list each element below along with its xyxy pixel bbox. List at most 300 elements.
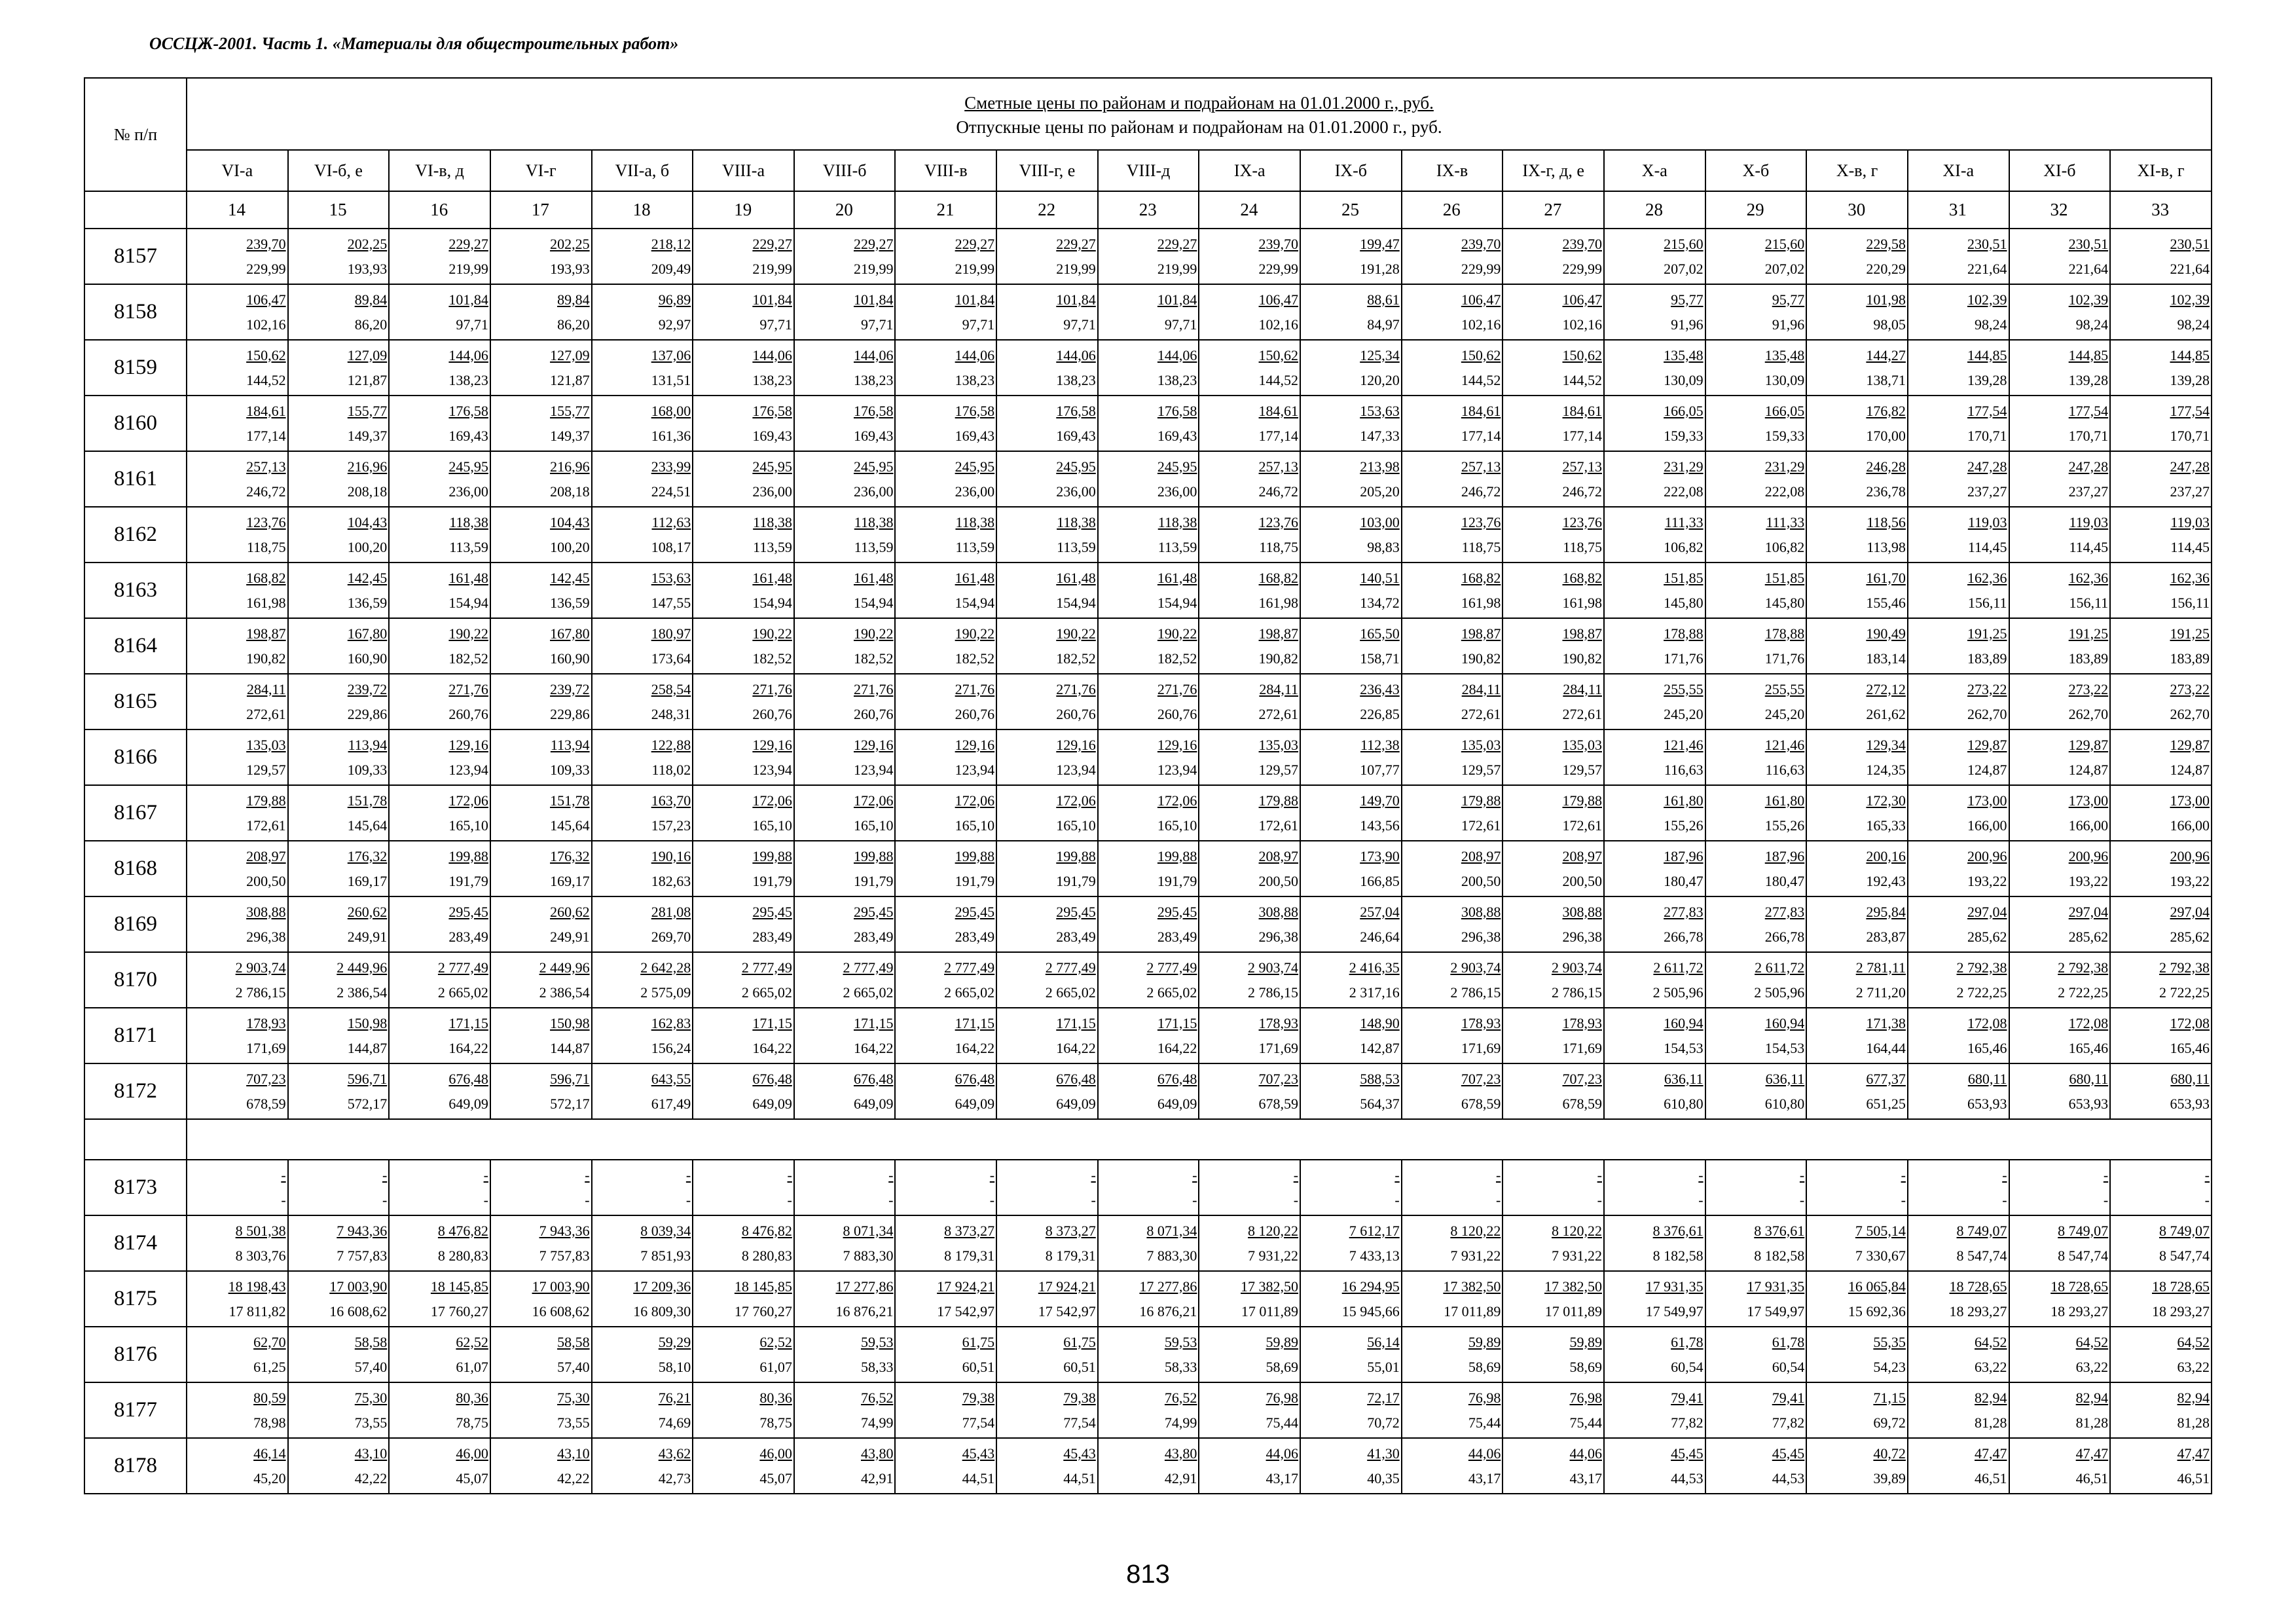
price-cell: [389, 1063, 490, 1119]
column-number: 22: [996, 191, 1098, 229]
price-cell: [1806, 396, 1908, 451]
estimate-price: 297,04: [1967, 903, 2007, 920]
price-cell: [1604, 785, 1705, 841]
estimate-price: 118,38: [449, 513, 488, 530]
price-cell: [592, 1327, 693, 1382]
estimate-price: 46,14: [253, 1445, 286, 1462]
price-cell: [1402, 340, 1503, 396]
price-cell: [794, 1271, 896, 1327]
estimate-price: 173,00: [2170, 792, 2210, 809]
price-cell: [1098, 229, 1199, 284]
estimate-price: 190,22: [955, 625, 995, 642]
price-cell: [1604, 674, 1705, 729]
estimate-price: 707,23: [1562, 1070, 1602, 1087]
release-price: 237,27: [1967, 483, 2007, 500]
release-price: 156,24: [651, 1039, 691, 1056]
price-cell: [693, 785, 794, 841]
estimate-price: 161,80: [1764, 792, 1805, 809]
price-cell: [592, 507, 693, 563]
release-price: 138,23: [955, 371, 995, 388]
column-number: 25: [1300, 191, 1402, 229]
release-price: 42,73: [658, 1469, 691, 1486]
estimate-price: 171,15: [853, 1014, 894, 1031]
price-cell: [288, 284, 390, 340]
price-cell: [1503, 841, 1604, 896]
release-price: 43,17: [1569, 1469, 1602, 1486]
estimate-price: 295,45: [1157, 903, 1197, 920]
release-price: 190,82: [246, 650, 286, 667]
release-price: 123,94: [448, 761, 488, 778]
estimate-price: 127,09: [550, 346, 590, 363]
estimate-price: -: [1496, 1166, 1501, 1183]
release-price: 154,53: [1764, 1039, 1805, 1056]
release-price: 2 722,25: [2159, 984, 2210, 1001]
release-price: 221,64: [2170, 260, 2210, 277]
price-cell: [1503, 785, 1604, 841]
price-cell: [288, 841, 390, 896]
column-number: 17: [490, 191, 592, 229]
release-price: 7 757,83: [539, 1247, 590, 1264]
release-price: 2 505,96: [1754, 984, 1805, 1001]
row-number: 8167: [84, 785, 187, 841]
row-number: 8176: [84, 1327, 187, 1382]
price-cell: [2009, 674, 2111, 729]
price-cell: [1705, 1327, 1807, 1382]
release-price: 172,61: [246, 817, 286, 834]
release-price: 7 931,22: [1450, 1247, 1501, 1264]
release-price: 236,00: [1056, 483, 1096, 500]
table-row: [84, 1438, 2212, 1494]
release-price: 78,98: [253, 1414, 286, 1431]
estimate-price: 113,94: [348, 736, 388, 753]
release-price: 190,82: [1562, 650, 1602, 667]
estimate-price: 144,06: [1157, 346, 1197, 363]
column-number: 26: [1402, 191, 1503, 229]
estimate-price: 199,88: [448, 847, 488, 864]
release-price: 157,23: [651, 817, 691, 834]
release-price: 165,46: [2170, 1039, 2210, 1056]
release-price: 142,87: [1360, 1039, 1400, 1056]
price-cell: [1199, 507, 1300, 563]
price-cell: [1098, 1160, 1199, 1215]
estimate-price: 308,88: [246, 903, 286, 920]
release-price: 131,51: [651, 371, 691, 388]
estimate-price: 150,62: [1258, 346, 1299, 363]
release-price: 236,00: [853, 483, 894, 500]
price-cell: [389, 841, 490, 896]
estimate-price: 596,71: [550, 1070, 590, 1087]
estimate-price: 119,03: [2069, 513, 2109, 530]
release-price: 221,64: [1967, 260, 2007, 277]
release-price: 113,59: [1057, 538, 1096, 555]
estimate-price: 161,70: [1866, 569, 1906, 586]
price-cell: [794, 729, 896, 785]
price-cell: [996, 618, 1098, 674]
release-price: 58,69: [1569, 1358, 1602, 1375]
estimate-price: 129,87: [1967, 736, 2007, 753]
estimate-price: 643,55: [651, 1070, 691, 1087]
estimate-price: 2 642,28: [640, 959, 691, 976]
release-price: 164,22: [955, 1039, 995, 1056]
release-price: 113,59: [753, 538, 792, 555]
release-price: 229,99: [1258, 260, 1299, 277]
estimate-price: 76,52: [1164, 1389, 1197, 1406]
price-cell: [794, 1327, 896, 1382]
estimate-price: 677,37: [1866, 1070, 1906, 1087]
price-cell: [794, 841, 896, 896]
estimate-price: 150,98: [347, 1014, 388, 1031]
price-cell: [288, 563, 390, 618]
price-cell: [592, 952, 693, 1008]
estimate-price: 142,45: [550, 569, 590, 586]
estimate-price: 103,00: [1360, 513, 1400, 530]
estimate-price: 8 120,22: [1248, 1222, 1299, 1239]
price-cell: [1908, 1008, 2009, 1063]
release-price: 177,14: [1258, 427, 1299, 444]
estimate-price: 135,48: [1664, 346, 1704, 363]
release-price: 165,46: [1967, 1039, 2007, 1056]
estimate-price: 122,88: [651, 736, 691, 753]
estimate-price: 198,87: [1562, 625, 1602, 642]
price-cell: [1402, 563, 1503, 618]
estimate-price: 271,76: [1157, 680, 1197, 697]
price-cell: [1604, 563, 1705, 618]
district-header: IX-в: [1402, 150, 1503, 191]
release-price: 138,71: [1866, 371, 1906, 388]
district-header: VI-б, е: [288, 150, 390, 191]
release-price: 17 011,89: [1241, 1302, 1299, 1320]
estimate-price: 129,34: [1866, 736, 1906, 753]
release-price: 156,11: [1967, 594, 2007, 611]
release-price: 165,10: [1056, 817, 1096, 834]
release-price: 296,38: [246, 928, 286, 945]
release-price: 249,91: [347, 928, 388, 945]
price-cell: [1300, 229, 1402, 284]
district-header: VII-а, б: [592, 150, 693, 191]
price-cell: [2110, 563, 2212, 618]
release-price: 177,14: [1562, 427, 1602, 444]
estimate-price: 229,58: [1866, 235, 1906, 252]
estimate-price: 2 792,38: [2159, 959, 2210, 976]
release-price: 97,71: [962, 316, 995, 333]
price-cell: [1199, 1215, 1300, 1271]
price-cell: [1908, 896, 2009, 952]
estimate-price: 80,36: [456, 1389, 488, 1406]
estimate-price: 239,72: [550, 680, 590, 697]
estimate-price: 150,98: [550, 1014, 590, 1031]
estimate-price: 161,48: [1157, 569, 1197, 586]
price-cell: [1300, 841, 1402, 896]
estimate-price: 179,88: [246, 792, 286, 809]
price-cell: [1705, 1438, 1807, 1494]
estimate-price: 676,48: [853, 1070, 894, 1087]
estimate-price: 208,97: [1258, 847, 1299, 864]
table-row: [84, 229, 2212, 284]
estimate-price: 137,06: [651, 346, 691, 363]
estimate-price: 295,45: [752, 903, 792, 920]
price-cell: [1908, 1438, 2009, 1494]
price-cell: [2009, 1215, 2111, 1271]
estimate-price: 163,70: [651, 792, 691, 809]
estimate-price: 173,00: [1967, 792, 2007, 809]
release-price: -: [281, 1191, 286, 1208]
table-row: [84, 451, 2212, 507]
estimate-price: 8 749,07: [2159, 1222, 2210, 1239]
estimate-price: -: [1192, 1166, 1197, 1183]
release-price: 2 665,02: [1146, 984, 1197, 1001]
price-cell: [1098, 674, 1199, 729]
release-price: 678,59: [246, 1095, 286, 1112]
release-price: -: [1394, 1191, 1400, 1208]
estimate-price: 112,63: [651, 513, 691, 530]
price-cell: [1705, 785, 1807, 841]
price-cell: [1908, 1327, 2009, 1382]
release-price: 172,61: [1562, 817, 1602, 834]
price-cell: [1199, 451, 1300, 507]
price-cell: [2009, 1327, 2111, 1382]
estimate-price: 187,96: [1764, 847, 1805, 864]
price-cell: [1402, 284, 1503, 340]
price-cell: [2110, 618, 2212, 674]
price-cell: [1199, 1063, 1300, 1119]
price-cell: [2110, 396, 2212, 451]
price-cell: [794, 1008, 896, 1063]
estimate-price: 106,47: [246, 291, 286, 308]
estimate-price: 161,48: [853, 569, 894, 586]
price-cell: [895, 1327, 996, 1382]
price-cell: [389, 1215, 490, 1271]
price-cell: [794, 1382, 896, 1438]
release-price: 192,43: [1866, 872, 1906, 889]
release-price: 572,17: [550, 1095, 590, 1112]
estimate-price: 184,61: [1258, 402, 1299, 419]
price-cell: [693, 284, 794, 340]
estimate-price: 200,96: [2170, 847, 2210, 864]
estimate-price: 680,11: [2069, 1070, 2109, 1087]
release-price: 205,20: [1360, 483, 1400, 500]
price-cell: [288, 507, 390, 563]
column-number: 28: [1604, 191, 1705, 229]
estimate-price: 123,76: [1461, 513, 1501, 530]
release-price: 46,51: [1975, 1469, 2007, 1486]
estimate-price: 89,84: [354, 291, 388, 308]
estimate-price: 272,12: [1866, 680, 1906, 697]
release-price: 7 883,30: [843, 1247, 894, 1264]
price-cell: [1806, 785, 1908, 841]
estimate-price: -: [1293, 1166, 1299, 1183]
estimate-price: 707,23: [246, 1070, 286, 1087]
price-cell: [693, 618, 794, 674]
price-cell: [288, 729, 390, 785]
price-cell: [1402, 229, 1503, 284]
price-cell: [693, 563, 794, 618]
price-cell: [1098, 1008, 1199, 1063]
release-price: 118,75: [1461, 538, 1501, 555]
price-cell: [1402, 952, 1503, 1008]
estimate-price: 160,94: [1764, 1014, 1805, 1031]
price-cell: [1300, 396, 1402, 451]
estimate-price: 230,51: [1967, 235, 2007, 252]
estimate-price: 171,15: [955, 1014, 995, 1031]
estimate-price: 284,11: [1461, 680, 1501, 697]
price-cell: [794, 340, 896, 396]
release-price: 114,45: [1967, 538, 2007, 555]
release-price: 58,69: [1468, 1358, 1501, 1375]
price-cell: [1503, 1160, 1604, 1215]
release-price: 74,99: [1164, 1414, 1197, 1431]
table-row: [84, 785, 2212, 841]
release-price: -: [2103, 1191, 2109, 1208]
price-cell: [1604, 229, 1705, 284]
price-cell: [1806, 340, 1908, 396]
price-cell: [1604, 618, 1705, 674]
estimate-price: 95,77: [1671, 291, 1704, 308]
price-cell: [1604, 1160, 1705, 1215]
release-price: 165,46: [2068, 1039, 2109, 1056]
release-price: 136,59: [347, 594, 388, 611]
price-cell: [2110, 1160, 2212, 1215]
price-cell: [490, 451, 592, 507]
price-cell: [1604, 1438, 1705, 1494]
price-cell: [996, 896, 1098, 952]
release-price: 649,09: [1056, 1095, 1096, 1112]
release-price: 283,49: [448, 928, 488, 945]
price-cell: [996, 674, 1098, 729]
estimate-price: 260,62: [550, 903, 590, 920]
estimate-price: 8 120,22: [1551, 1222, 1602, 1239]
estimate-price: 271,76: [1056, 680, 1096, 697]
release-price: 17 542,97: [937, 1302, 995, 1320]
release-price: 130,09: [1664, 371, 1704, 388]
price-cell: [592, 451, 693, 507]
estimate-price: 172,06: [955, 792, 995, 809]
price-cell: [1300, 1382, 1402, 1438]
release-price: 2 786,15: [1551, 984, 1602, 1001]
price-cell: [895, 1008, 996, 1063]
separator-cell: [84, 1119, 187, 1160]
release-price: 42,22: [557, 1469, 590, 1486]
price-cell: [1604, 1382, 1705, 1438]
release-price: 114,45: [2170, 538, 2210, 555]
estimate-price: 135,03: [1258, 736, 1299, 753]
release-price: 74,99: [860, 1414, 894, 1431]
price-cell: [389, 952, 490, 1008]
release-price: 78,75: [759, 1414, 792, 1431]
estimate-price: 200,16: [1866, 847, 1906, 864]
estimate-price: 199,88: [1056, 847, 1096, 864]
row-number: 8174: [84, 1215, 187, 1271]
price-cell: [1199, 563, 1300, 618]
table-row: [84, 1382, 2212, 1438]
price-cell: [1604, 1327, 1705, 1382]
price-cell: [1705, 952, 1807, 1008]
price-cell: [1908, 1271, 2009, 1327]
price-cell: [490, 1438, 592, 1494]
estimate-price: 215,60: [1764, 235, 1805, 252]
estimate-price: 707,23: [1461, 1070, 1501, 1087]
estimate-price: 144,85: [2068, 346, 2109, 363]
price-cell: [996, 229, 1098, 284]
estimate-price: 119,03: [2170, 513, 2210, 530]
estimate-price: 231,29: [1764, 458, 1805, 475]
estimate-price: 151,85: [1664, 569, 1704, 586]
price-cell: [2110, 729, 2212, 785]
estimate-price: 284,11: [1563, 680, 1602, 697]
release-price: 171,76: [1664, 650, 1704, 667]
price-cell: [1908, 229, 2009, 284]
release-price: 226,85: [1360, 705, 1400, 722]
release-price: 8 179,31: [1045, 1247, 1096, 1264]
release-price: 8 303,76: [235, 1247, 286, 1264]
release-price: 224,51: [651, 483, 691, 500]
release-price: 60,54: [1671, 1358, 1704, 1375]
price-cell: [592, 1008, 693, 1063]
price-cell: [1806, 1327, 1908, 1382]
release-price: 260,76: [752, 705, 792, 722]
price-cell: [693, 507, 794, 563]
price-cell: [1300, 729, 1402, 785]
estimate-price: 129,16: [752, 736, 792, 753]
price-cell: [1806, 507, 1908, 563]
estimate-price: 168,82: [1258, 569, 1299, 586]
release-price: 124,35: [1866, 761, 1906, 778]
estimate-price: 167,80: [347, 625, 388, 642]
estimate-price: 64,52: [1975, 1333, 2007, 1350]
estimate-price: 106,47: [1461, 291, 1501, 308]
price-cell: [1503, 729, 1604, 785]
estimate-price: 167,80: [550, 625, 590, 642]
district-header: VIII-д: [1098, 150, 1199, 191]
estimate-price: 295,84: [1866, 903, 1906, 920]
estimate-price: 76,98: [1266, 1389, 1299, 1406]
release-price: 246,72: [1258, 483, 1299, 500]
estimate-price: 676,48: [955, 1070, 995, 1087]
estimate-price: 17 931,35: [1645, 1278, 1704, 1295]
estimate-price: 172,08: [2068, 1014, 2109, 1031]
release-price: 173,64: [651, 650, 691, 667]
estimate-price: 76,21: [658, 1389, 691, 1406]
release-price: 182,52: [1056, 650, 1096, 667]
price-cell: [1402, 451, 1503, 507]
release-price: 108,17: [651, 538, 691, 555]
release-price: 136,59: [550, 594, 590, 611]
estimate-price: 17 382,50: [1544, 1278, 1602, 1295]
release-price: 2 786,15: [1450, 984, 1501, 1001]
estimate-price: 18 728,65: [1949, 1278, 2007, 1295]
price-cell: [794, 563, 896, 618]
estimate-price: 101,84: [1056, 291, 1096, 308]
price-cell: [1402, 896, 1503, 952]
price-cell: [592, 1382, 693, 1438]
release-price: 182,52: [955, 650, 995, 667]
price-cell: [2110, 229, 2212, 284]
price-cell: [895, 1271, 996, 1327]
estimate-price: 179,88: [1258, 792, 1299, 809]
price-cell: [794, 1063, 896, 1119]
release-price: 86,20: [354, 316, 388, 333]
release-price: 75,44: [1266, 1414, 1299, 1431]
price-cell: [1402, 841, 1503, 896]
price-cell: [1503, 1271, 1604, 1327]
estimate-price: 118,38: [955, 513, 995, 530]
price-cell: [1402, 1160, 1503, 1215]
price-cell: [490, 785, 592, 841]
release-price: 219,99: [1056, 260, 1096, 277]
estimate-price: 144,06: [955, 346, 995, 363]
separator-cell: [187, 1119, 2212, 1160]
price-cell: [1300, 618, 1402, 674]
release-price: 8 182,58: [1754, 1247, 1805, 1264]
